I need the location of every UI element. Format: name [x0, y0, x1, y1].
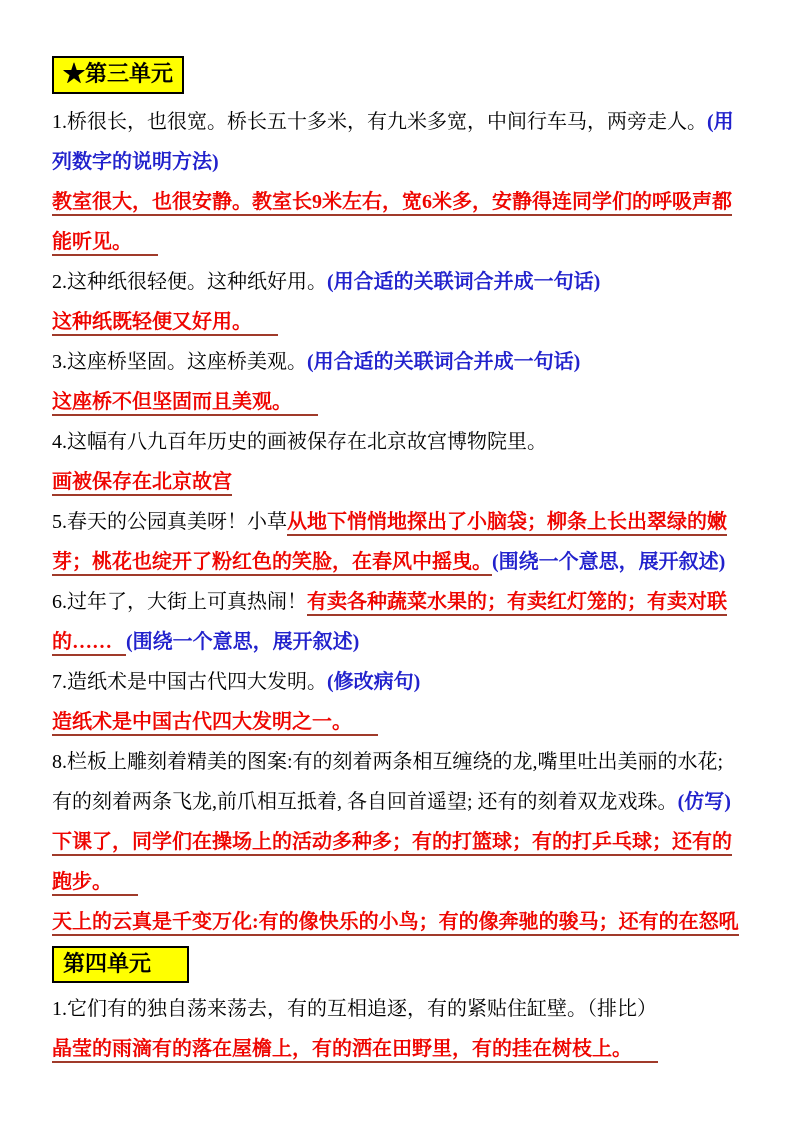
- exercise-7: [52, 662, 743, 702]
- method-annotation: (用合适的关联词合并成一句话): [327, 270, 601, 293]
- unit-4-header-row: [52, 946, 743, 984]
- exercise-1: [52, 102, 743, 182]
- exercise-6: [52, 582, 743, 662]
- answer-text: 从地下悄悄地探出了小脑袋；柳条上长出翠绿的嫩芽；桃花也绽开了粉红色的笑脸，在春风中摇曳。: [52, 511, 727, 576]
- method-annotation: (仿写): [677, 790, 731, 813]
- answer-text: 教室很大，也很安静。教室长9米左右，宽6米多，安静得连同学们的呼吸声都能听见。: [52, 191, 732, 256]
- answer-4: [52, 462, 743, 502]
- unit-3-header: ★第三单元: [52, 56, 184, 94]
- answer-1: [52, 182, 743, 262]
- method-annotation: (修改病句): [327, 670, 421, 693]
- question-text: 3.这座桥坚固。这座桥美观。: [52, 350, 307, 373]
- unit4-exercise-1: [52, 989, 743, 1029]
- question-text: 4.这幅有八九百年历史的画被保存在北京故宫博物院里。: [52, 430, 547, 453]
- method-annotation: (用合适的关联词合并成一句话): [307, 350, 581, 373]
- answer-text: 天上的云真是千变万化:有的像快乐的小鸟；有的像奔驰的骏马；还有的在怒吼: [52, 911, 739, 936]
- answer-3: [52, 382, 743, 422]
- answer-text: 有卖各种蔬菜水果的；有卖红灯笼的；有卖对联的……: [52, 591, 727, 656]
- exercise-2: [52, 262, 743, 302]
- question-text: 2.这种纸很轻便。这种纸好用。: [52, 270, 327, 293]
- question-text: 8.栏板上雕刻着精美的图案:有的刻着两条相互缠绕的龙,嘴里吐出美丽的水花; 有的刻着两条飞龙,前爪相互抵着, 各自回首遥望; 还有的刻着双龙戏珠。: [52, 750, 724, 813]
- answer-8b: [52, 902, 743, 942]
- question-text: 1.桥很长，也很宽。桥长五十多米，有九米多宽，中间行车马，两旁走人。: [52, 110, 707, 133]
- method-annotation: (围绕一个意思，展开叙述): [126, 630, 360, 653]
- exercise-4: [52, 422, 743, 462]
- answer-8a: [52, 822, 743, 902]
- answer-text: 这种纸既轻便又好用。: [52, 311, 278, 336]
- unit-3-header-row: [52, 56, 743, 94]
- exercise-3: [52, 342, 743, 382]
- answer-text: 下课了，同学们在操场上的活动多种多；有的打篮球；有的打乒乓球；还有的跑步。: [52, 831, 732, 896]
- question-text: 6.过年了，大街上可真热闹！: [52, 590, 307, 613]
- unit4-answer-1: [52, 1029, 743, 1069]
- answer-2: [52, 302, 743, 342]
- unit-4-header: 第四单元: [52, 946, 189, 984]
- question-text: 1.它们有的独自荡来荡去，有的互相追逐，有的紧贴住缸壁。（排比）: [52, 998, 657, 1021]
- answer-7: [52, 702, 743, 742]
- exercise-8: [52, 742, 743, 822]
- answer-text: 造纸术是中国古代四大发明之一。: [52, 711, 378, 736]
- question-text: 7.造纸术是中国古代四大发明。: [52, 670, 327, 693]
- method-annotation: (围绕一个意思，展开叙述): [492, 550, 726, 573]
- answer-text: 画被保存在北京故宫: [52, 471, 232, 496]
- answer-text: 晶莹的雨滴有的落在屋檐上，有的洒在田野里，有的挂在树枝上。: [52, 1038, 658, 1063]
- answer-text: 这座桥不但坚固而且美观。: [52, 391, 318, 416]
- question-text: 5.春天的公园真美呀！小草: [52, 510, 287, 533]
- method-annotation: (用列数字的说明方法): [52, 110, 734, 173]
- exercise-5: [52, 502, 743, 582]
